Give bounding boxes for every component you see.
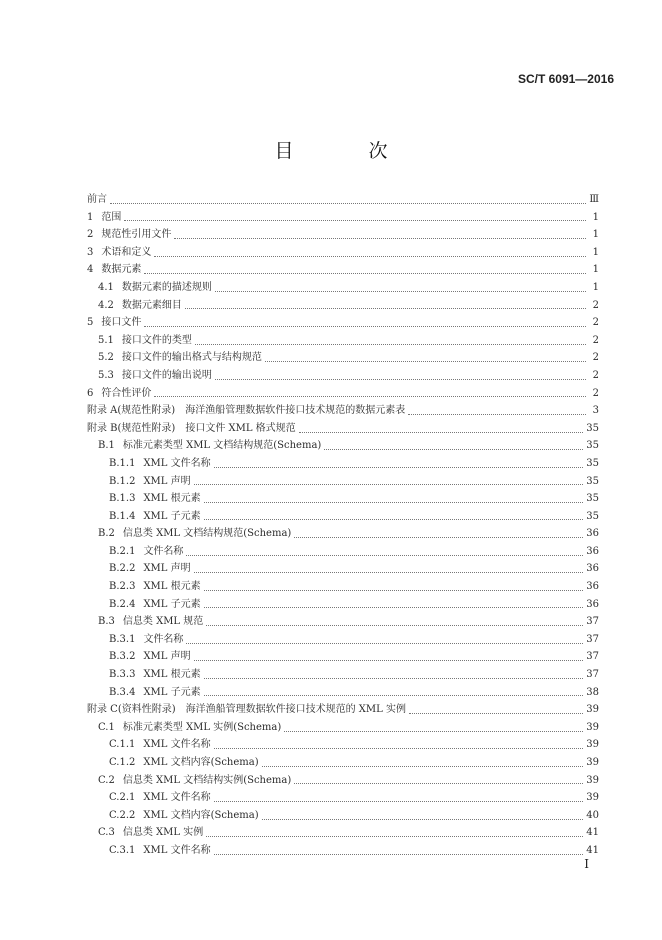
toc-entry-number: B.1.4	[109, 510, 136, 522]
toc-entry[interactable]	[87, 402, 599, 420]
toc-dot-leader	[408, 413, 586, 415]
toc-entry-label	[109, 490, 201, 508]
toc-entry[interactable]	[87, 578, 599, 596]
toc-entry-page: Ⅲ	[589, 194, 599, 205]
toc-entry-number: C.2	[98, 774, 115, 786]
toc-dot-leader	[144, 272, 586, 274]
toc-entry-label	[109, 578, 201, 596]
toc-entry-number: B.2.4	[109, 598, 136, 610]
toc-entry-number: C.2.1	[109, 792, 136, 804]
toc-entry-text: XML 根元素	[143, 669, 201, 681]
toc-entry[interactable]	[87, 261, 599, 279]
toc-entry-text: 数据元素的描述规则	[121, 281, 212, 293]
toc-entry-text: 接口文件	[101, 317, 142, 329]
toc-entry-page: 35	[586, 440, 599, 452]
table-of-contents	[87, 191, 599, 860]
toc-entry[interactable]	[87, 244, 599, 262]
toc-entry-number: C.1.1	[109, 739, 136, 751]
toc-entry-text: XML 根元素	[143, 493, 201, 505]
toc-entry-text: 信息类 XML 文档结构规范(Schema)	[122, 528, 292, 540]
toc-entry-number: 3	[87, 246, 94, 258]
toc-entry-number: B.1.2	[109, 475, 136, 487]
toc-entry-number: B.2.2	[109, 563, 136, 575]
toc-dot-leader	[284, 730, 583, 732]
toc-entry-label	[87, 209, 121, 227]
toc-dot-leader	[124, 219, 586, 221]
toc-entry-number: B.1.1	[109, 457, 136, 469]
toc-entry-text: 前言	[87, 194, 107, 205]
toc-entry-text: XML 声明	[143, 651, 191, 663]
toc-dot-leader	[204, 694, 584, 696]
toc-entry[interactable]	[87, 420, 599, 438]
toc-entry-label	[109, 789, 211, 807]
toc-dot-leader	[214, 853, 584, 855]
toc-entry-text: XML 文件名称	[143, 739, 211, 751]
toc-dot-leader	[299, 431, 584, 433]
toc-entry-text: XML 文件名称	[143, 457, 211, 469]
toc-entry-text: 附录 A(规范性附录) 海洋渔船管理数据软件接口技术规范的数据元素表	[87, 405, 406, 417]
toc-entry-text: 附录 B(规范性附录) 接口文件 XML 格式规范	[87, 422, 296, 434]
toc-entry-page: 35	[586, 510, 599, 522]
toc-entry-text: 信息类 XML 实例	[122, 827, 204, 839]
toc-entry-page: 2	[592, 299, 599, 311]
toc-entry-number: C.1.2	[109, 757, 136, 768]
toc-entry-page: 2	[592, 334, 599, 346]
toc-entry-page: 1	[592, 211, 599, 223]
toc-entry[interactable]	[87, 701, 599, 719]
toc-entry-page: 2	[592, 387, 599, 399]
toc-entry-label	[87, 701, 406, 719]
toc-entry-number: C.3.1	[109, 844, 136, 856]
toc-entry[interactable]	[87, 772, 599, 790]
toc-entry-label	[109, 596, 201, 614]
toc-entry[interactable]	[87, 367, 599, 385]
toc-entry-text: 接口文件的输出格式与结构规范	[121, 352, 262, 364]
toc-entry-page: 1	[592, 246, 599, 258]
toc-entry-label	[87, 261, 141, 279]
toc-entry-number: B.2.3	[109, 581, 136, 593]
toc-entry-text: 文件名称	[143, 545, 184, 557]
toc-entry-text: 标准元素类型 XML 文档结构规范(Schema)	[122, 440, 322, 452]
toc-dot-leader	[204, 606, 584, 608]
toc-entry[interactable]	[87, 789, 599, 807]
toc-entry[interactable]	[87, 279, 599, 297]
toc-entry-label	[109, 736, 211, 754]
toc-entry-label	[109, 648, 191, 666]
toc-entry-text: XML 文档内容(Schema)	[143, 757, 259, 768]
toc-entry-label	[98, 367, 212, 385]
toc-entry[interactable]	[87, 736, 599, 754]
toc-entry-text: 术语和定义	[101, 246, 152, 258]
toc-entry-number: 6	[87, 387, 94, 399]
toc-entry-text: 数据元素	[101, 264, 142, 276]
toc-entry[interactable]	[87, 613, 599, 631]
toc-entry-label	[87, 226, 171, 244]
toc-dot-leader	[194, 659, 584, 661]
toc-entry-number: B.1.3	[109, 493, 136, 505]
toc-dot-leader	[154, 255, 586, 257]
toc-entry-label	[109, 473, 191, 491]
toc-entry-label	[98, 772, 291, 790]
toc-entry-label	[98, 613, 203, 631]
toc-entry-label	[109, 666, 201, 684]
toc-entry-page: 39	[586, 721, 599, 733]
toc-entry-label	[109, 842, 211, 860]
toc-entry[interactable]	[87, 191, 599, 209]
toc-entry-label	[87, 420, 296, 438]
toc-entry-page: 37	[586, 669, 599, 681]
toc-entry-page: 36	[586, 598, 599, 610]
toc-entry-number: 5	[87, 317, 94, 329]
toc-dot-leader	[215, 290, 586, 292]
toc-entry-label	[109, 807, 259, 825]
toc-dot-leader	[206, 624, 583, 626]
toc-entry[interactable]	[87, 297, 599, 315]
toc-entry-text: XML 文件名称	[143, 792, 211, 804]
toc-entry-page: 36	[586, 545, 599, 557]
toc-entry-text: XML 子元素	[143, 510, 201, 522]
toc-dot-leader	[110, 202, 586, 204]
toc-entry-label	[109, 508, 201, 526]
toc-dot-leader	[174, 237, 586, 239]
toc-entry-page: 2	[592, 369, 599, 381]
toc-entry-page: 35	[586, 475, 599, 487]
toc-entry-text: 附录 C(资料性附录) 海洋渔船管理数据软件接口技术规范的 XML 实例	[87, 704, 406, 716]
toc-dot-leader	[206, 835, 583, 837]
toc-entry-text: XML 文档内容(Schema)	[143, 809, 259, 821]
toc-entry-page: 36	[586, 528, 599, 540]
toc-entry[interactable]	[87, 754, 599, 772]
toc-entry-label	[98, 297, 182, 315]
toc-dot-leader	[204, 589, 584, 591]
toc-entry-label	[109, 455, 211, 473]
toc-entry-page: 39	[586, 774, 599, 786]
toc-entry-page: 41	[586, 827, 599, 839]
toc-entry-text: 符合性评价	[101, 387, 152, 399]
toc-entry-page: 38	[586, 686, 599, 698]
toc-entry[interactable]	[87, 437, 599, 455]
toc-entry-label	[109, 631, 183, 649]
toc-entry-page: 37	[586, 633, 599, 645]
toc-entry-page: 39	[586, 792, 599, 804]
toc-entry-number: C.2.2	[109, 809, 136, 821]
toc-entry-label	[98, 437, 321, 455]
toc-entry-text: XML 声明	[143, 563, 191, 575]
toc-entry-text: XML 子元素	[143, 598, 201, 610]
toc-entry-text: 接口文件的输出说明	[121, 369, 212, 381]
toc-dot-leader	[186, 642, 583, 644]
toc-entry-label	[109, 543, 183, 561]
toc-dot-leader	[194, 571, 584, 573]
toc-entry-text: XML 根元素	[143, 581, 201, 593]
toc-entry[interactable]	[87, 490, 599, 508]
toc-dot-leader	[265, 360, 586, 362]
toc-dot-leader	[154, 395, 586, 397]
toc-dot-leader	[215, 378, 586, 380]
toc-entry[interactable]	[87, 473, 599, 491]
toc-entry-text: 规范性引用文件	[101, 229, 172, 241]
toc-entry-text: 文件名称	[143, 633, 184, 645]
toc-entry-label	[109, 560, 191, 578]
toc-dot-leader	[144, 325, 586, 327]
toc-entry-label	[87, 314, 141, 332]
toc-entry[interactable]	[87, 226, 599, 244]
toc-dot-leader	[214, 466, 584, 468]
toc-entry-number: B.3.2	[109, 651, 136, 663]
toc-entry-page: 36	[586, 563, 599, 575]
toc-entry-text: XML 文件名称	[143, 844, 211, 856]
toc-entry[interactable]	[87, 455, 599, 473]
toc-dot-leader	[294, 536, 583, 538]
toc-entry-label	[98, 824, 203, 842]
toc-entry-label	[87, 244, 151, 262]
toc-dot-leader	[186, 554, 583, 556]
toc-entry[interactable]	[87, 684, 599, 702]
toc-entry[interactable]	[87, 543, 599, 561]
toc-entry-number: B.2.1	[109, 545, 136, 557]
toc-entry[interactable]	[87, 314, 599, 332]
toc-entry-label	[109, 684, 201, 702]
toc-entry-label	[98, 279, 212, 297]
toc-dot-leader	[214, 800, 584, 802]
toc-entry-page: 1	[592, 264, 599, 276]
toc-entry-page: 37	[586, 651, 599, 663]
toc-entry-text: 范围	[101, 211, 122, 223]
toc-entry[interactable]	[87, 807, 599, 825]
toc-entry-number: 5.1	[98, 334, 114, 346]
toc-dot-leader	[262, 818, 584, 820]
toc-entry[interactable]	[87, 648, 599, 666]
toc-entry-label	[98, 525, 291, 543]
toc-entry-text: XML 声明	[143, 475, 191, 487]
toc-entry-label	[109, 754, 259, 772]
toc-entry-label	[98, 719, 281, 737]
toc-dot-leader	[324, 448, 583, 450]
toc-entry-number: B.3.4	[109, 686, 136, 698]
toc-entry-label	[87, 402, 405, 420]
toc-entry-page: 1	[592, 281, 599, 293]
toc-entry-label	[98, 332, 192, 350]
toc-entry[interactable]	[87, 719, 599, 737]
toc-entry-number: 5.2	[98, 352, 114, 364]
standard-code: SC/T 6091—2016	[517, 72, 614, 86]
toc-entry-number: 4	[87, 264, 94, 276]
toc-entry[interactable]	[87, 560, 599, 578]
toc-entry-number: 4.1	[98, 281, 114, 293]
toc-entry[interactable]	[87, 842, 599, 860]
toc-entry-label	[87, 191, 107, 209]
toc-dot-leader	[204, 518, 584, 520]
toc-entry[interactable]	[87, 631, 599, 649]
toc-entry-page: 35	[586, 493, 599, 505]
toc-dot-leader	[409, 712, 583, 714]
toc-entry-number: B.3	[98, 616, 115, 628]
toc-entry-number: 1	[87, 211, 94, 223]
toc-dot-leader	[195, 343, 586, 345]
toc-entry-page: 36	[586, 581, 599, 593]
toc-dot-leader	[204, 677, 584, 679]
toc-entry-text: XML 子元素	[143, 686, 201, 698]
toc-entry-page: 35	[586, 422, 599, 434]
page-title: 目 次	[274, 140, 416, 162]
toc-entry-page: 3	[592, 405, 599, 417]
toc-entry[interactable]	[87, 385, 599, 403]
toc-entry-number: B.2	[98, 528, 115, 540]
toc-entry-text: 接口文件的类型	[121, 334, 192, 346]
toc-entry-text: 标准元素类型 XML 实例(Schema)	[122, 721, 282, 733]
toc-entry-text: 数据元素细目	[121, 299, 182, 311]
toc-entry-page: 39	[586, 739, 599, 751]
toc-entry-page: 39	[586, 704, 599, 716]
toc-entry-label	[98, 349, 262, 367]
toc-entry-page: 39	[586, 757, 599, 768]
toc-entry-number: C.1	[98, 721, 115, 733]
toc-entry-number: B.3.3	[109, 669, 136, 681]
toc-entry-text: 信息类 XML 规范	[122, 616, 204, 628]
page-number: I	[584, 857, 589, 871]
toc-entry-page: 2	[592, 317, 599, 329]
toc-entry-page: 2	[592, 352, 599, 364]
toc-entry[interactable]	[87, 508, 599, 526]
toc-dot-leader	[294, 782, 583, 784]
toc-entry[interactable]	[87, 824, 599, 842]
toc-entry[interactable]	[87, 596, 599, 614]
toc-entry-page: 1	[592, 229, 599, 241]
toc-entry[interactable]	[87, 332, 599, 350]
toc-dot-leader	[262, 765, 584, 767]
toc-dot-leader	[194, 483, 584, 485]
toc-entry-text: 信息类 XML 文档结构实例(Schema)	[122, 774, 292, 786]
toc-entry[interactable]	[87, 209, 599, 227]
toc-entry-number: 5.3	[98, 369, 114, 381]
toc-entry-number: B.3.1	[109, 633, 136, 645]
toc-entry-page: 41	[586, 844, 599, 856]
toc-entry[interactable]	[87, 525, 599, 543]
toc-dot-leader	[214, 747, 584, 749]
toc-entry-number: 4.2	[98, 299, 114, 311]
toc-entry-page: 35	[586, 457, 599, 469]
toc-entry[interactable]	[87, 666, 599, 684]
toc-entry-page: 37	[586, 616, 599, 628]
toc-dot-leader	[185, 307, 586, 309]
toc-entry-number: 2	[87, 229, 94, 241]
toc-entry-page: 40	[586, 809, 599, 821]
toc-entry[interactable]	[87, 349, 599, 367]
toc-entry-number: C.3	[98, 827, 115, 839]
toc-dot-leader	[204, 501, 584, 503]
toc-entry-label	[87, 385, 151, 403]
toc-entry-number: B.1	[98, 440, 115, 452]
